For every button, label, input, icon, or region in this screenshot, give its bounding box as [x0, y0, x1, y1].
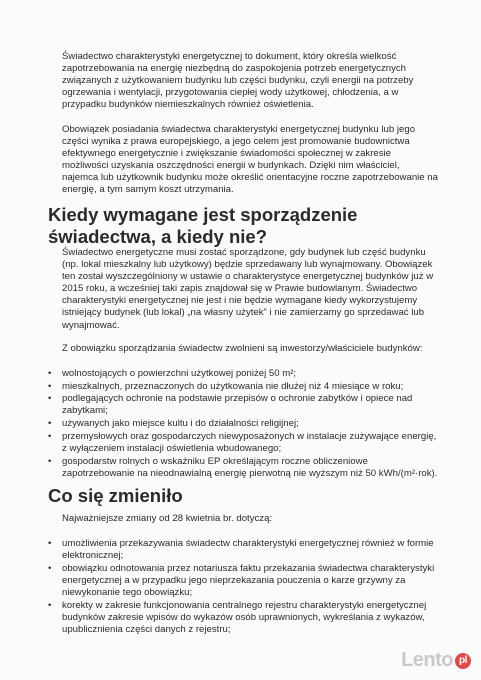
heading-when-required: Kiedy wymagane jest sporządzenie świadectwa, a kiedy nie?	[48, 204, 358, 247]
watermark-logo	[401, 649, 471, 672]
list-item: • gospodarstw rolnych o wskaźniku EP określającym roczne obliczeniowe zapotrzebowanie na nieodnawialną energię pierwotną nie wyższym niż 50 kWh/(m²·rok).	[48, 455, 438, 479]
watermark-badge: pl	[455, 653, 471, 669]
bullet-icon: •	[48, 430, 52, 442]
list-item: • korekty w zakresie funkcjonowania centralnego rejestru charakterystyki energetycznej budynków zakresie wpisów do wykazów osób uprawnionych, wykreślania z wykazów, upublicznienia części danych z rejestru;	[48, 599, 427, 635]
exemptions-list	[48, 368, 443, 480]
bullet-icon: •	[48, 368, 52, 379]
list-item: • wolnostojących o powierzchni użytkowej poniżej 50 m²;	[48, 368, 297, 379]
changes-list	[48, 538, 443, 637]
paragraph-changes-intro: Najważniejsze zmiany od 28 kwietnia br. dotyczą:	[62, 513, 273, 524]
bullet-icon: •	[48, 418, 52, 430]
list-item: • podlegających ochronie na podstawie przepisów o ochronie zabytków i opiece nad zabytkami;	[48, 393, 413, 417]
list-item: • umożliwienia przekazywania świadectw charakterystyki energetycznej również w formie elektronicznej;	[48, 538, 434, 562]
bullet-icon: •	[48, 455, 52, 467]
bullet-icon: •	[48, 599, 52, 611]
watermark-text: Lento	[401, 649, 453, 671]
list-item: • przemysłowych oraz gospodarczych niewyposażonych w instalacje zużywające energię, z wyłączeniem instalacji oświetlenia wbudowanego;	[48, 430, 437, 454]
bullet-icon: •	[48, 380, 52, 392]
bullet-icon: •	[48, 393, 52, 405]
paragraph-exemptions-intro: Z obowiązku sporządzania świadectw zwolnieni są inwestorzy/właściciele budynków:	[62, 343, 423, 354]
list-item: • mieszkalnych, przeznaczonych do użytkowania nie dłużej niż 4 miesiące w roku;	[48, 380, 404, 392]
paragraph-when-required: Świadectwo energetyczne musi zostać sporządzone, gdy budynek lub część budynku (np. lokal mieszkalny lub użytkowy) będzie sprzedawany lub wynajmowany. Obowiązek ten został wyszczególniony w ustawie o charakterystyce energetycznej budynków już w 2015 roku, a wcześniej taki zapis znajdował się w Prawie budowlanym. Świadectwo charakterystyki energetycznej nie jest i nie będzie wymagane kiedy wykorzystujemy istniejący budynek (lub lokal) „na własny użytek” i nie zamierzamy go sprzedawać lub wynajmować.	[62, 247, 434, 331]
list-item: • obowiązku odnotowania przez notariusza faktu przekazania świadectwa charakterystyki energetycznej a w przypadku jego nieprzekazania pouczenia o karze grzywny za niewykonanie tego obowiązku;	[48, 562, 435, 598]
paragraph-intro-obligation: Obowiązek posiadania świadectwa charakterystyki energetycznej budynku lub jego części wynika z prawa europejskiego, a jego celem jest promowanie budownictwa efektywnego energetycznie i zwiększanie świadomości społecznej w zakresie możliwości uzyskania oszczędności energii w budynkach. Dzięki nim właściciel, najemca lub użytkownik budynku może określić orientacyjne roczne zapotrzebowanie na energię, a tym samym koszt utrzymania.	[62, 124, 438, 196]
list-item: • używanych jako miejsce kultu i do działalności religijnej;	[48, 418, 299, 430]
bullet-icon: •	[48, 562, 52, 574]
paragraph-intro-definition: Świadectwo charakterystyki energetycznej to dokument, który określa wielkość zapotrzebowania na energię niezbędną do zaspokojenia potrzeb energetycznych związanych z użytkowaniem budynku lub części budynku, czyli energii na potrzeby ogrzewania i wentylacji, przygotowania ciepłej wody użytkowej, chłodzenia, a w przypadku budynków niemieszkalnych również oświetlenia.	[62, 51, 414, 111]
bullet-icon: •	[48, 538, 52, 549]
heading-what-changed: Co się zmieniło	[48, 485, 183, 506]
